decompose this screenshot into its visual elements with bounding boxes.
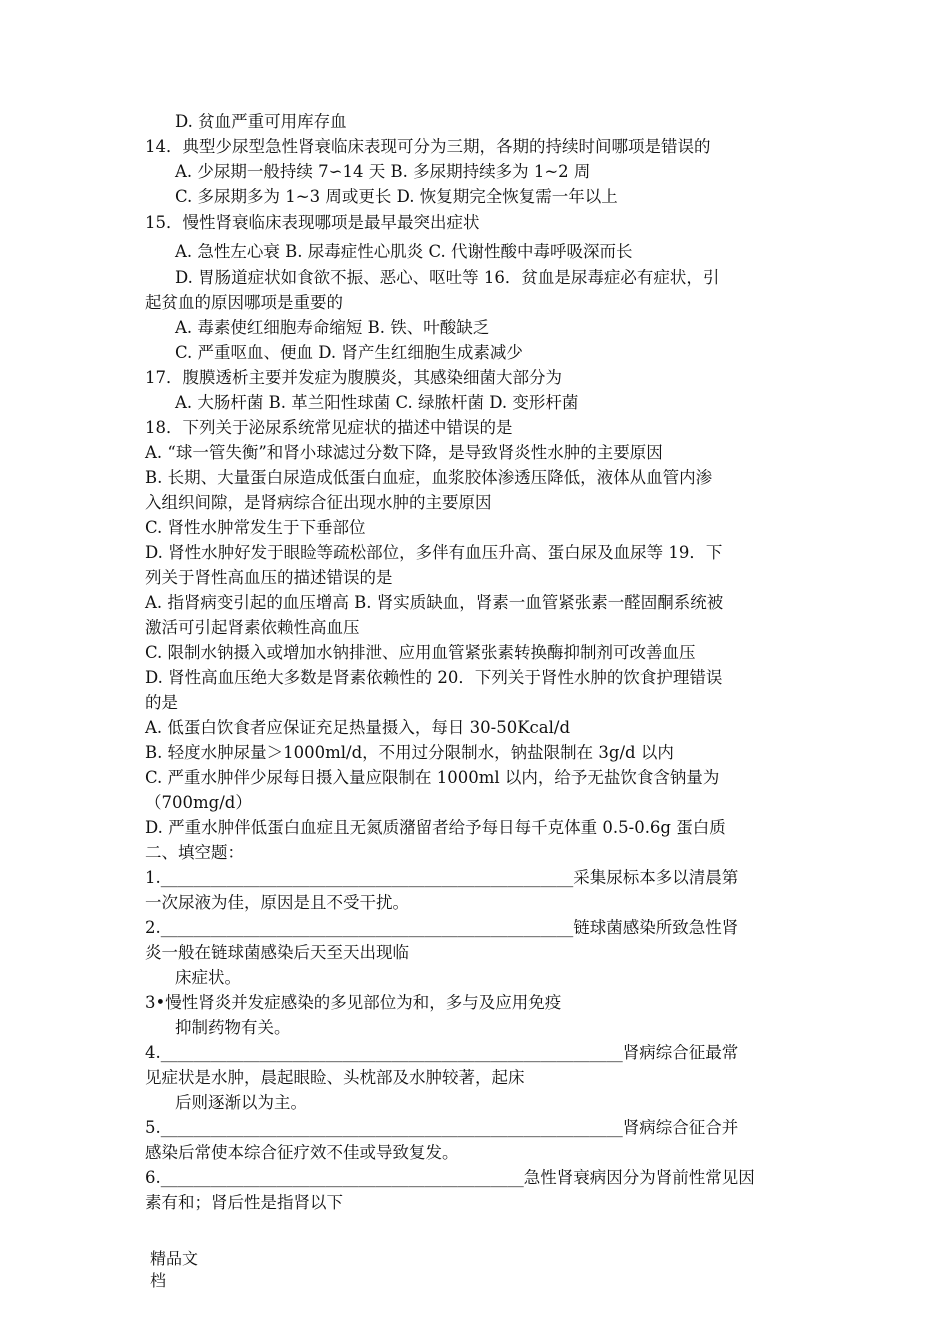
text-line: D. 肾性高血压绝大多数是肾素依赖性的 20．下列关于肾性水肿的饮食护理错误: [145, 668, 723, 687]
text-line: 后则逐渐以为主。: [175, 1093, 307, 1112]
fill-blank-5: 5.________________________________________________________肾病综合征合并: [145, 1118, 739, 1137]
text-line: C. 严重呕血、便血 D. 肾产生红细胞生成素减少: [175, 343, 523, 362]
text-line: A. 毒素使红细胞寿命缩短 B. 铁、叶酸缺乏: [175, 318, 490, 337]
text-line: A. “球一管失衡”和肾小球滤过分数下降，是导致肾炎性水肿的主要原因: [145, 443, 663, 462]
text-line: C. 严重水肿伴少尿每日摄入量应限制在 1000ml 以内，给予无盐饮食含钠量为: [145, 768, 720, 787]
text-line: 床症状。: [175, 968, 241, 987]
text-line: 素有和；肾后性是指肾以下: [145, 1193, 343, 1212]
footer-line: 精品文: [150, 1249, 199, 1268]
text-line: D. 肾性水肿好发于眼睑等疏松部位，多伴有血压升高、蛋白尿及血尿等 19．下: [145, 543, 723, 562]
text-line: B. 长期、大量蛋白尿造成低蛋白血症，血浆胶体渗透压降低，液体从血管内渗: [145, 468, 713, 487]
fill-blank-4: 4.________________________________________________________肾病综合征最常: [145, 1043, 739, 1062]
text-line: A. 少尿期一般持续 7∽14 天 B. 多尿期持续多为 1~2 周: [175, 162, 591, 181]
text-line: 的是: [145, 693, 178, 712]
text-line: （700mg/d）: [145, 793, 252, 812]
text-line: 入组织间隙，是肾病综合征出现水肿的主要原因: [145, 493, 492, 512]
fill-blank-6: 6.____________________________________________急性肾衰病因分为肾前性常见因: [145, 1168, 755, 1187]
question-15: 15．慢性肾衰临床表现哪项是最早最突出症状: [145, 213, 480, 232]
text-line: 列关于肾性高血压的描述错误的是: [145, 568, 393, 587]
question-17: 17．腹膜透析主要并发症为腹膜炎，其感染细菌大部分为: [145, 368, 562, 387]
text-line: A. 指肾病变引起的血压增高 B. 肾实质缺血，肾素一血管紧张素一醛固酮系统被: [145, 593, 724, 612]
text-line: A. 低蛋白饮食者应保证充足热量摄入，每日 30-50Kcal/d: [145, 718, 571, 737]
text-line: B. 轻度水肿尿量＞1000ml/d，不用过分限制水，钠盐限制在 3g/d 以内: [145, 743, 674, 762]
text-line: D. 胃肠道症状如食欲不振、恶心、呕吐等 16．贫血是尿毒症必有症状，引: [175, 268, 720, 287]
fill-blank-3: 3•慢性肾炎并发症感染的多见部位为和，多与及应用免疫: [145, 993, 562, 1012]
text-line: 起贫血的原因哪项是重要的: [145, 293, 343, 312]
text-line: A. 急性左心衰 B. 尿毒症性心肌炎 C. 代谢性酸中毒呼吸深而长: [175, 242, 633, 261]
text-line: 抑制药物有关。: [175, 1018, 291, 1037]
text-line: D. 贫血严重可用库存血: [175, 112, 347, 131]
text-line: 一次尿液为佳，原因是且不受干扰。: [145, 893, 409, 912]
fill-blank-1: 1.__________________________________________________采集尿标本多以清晨第: [145, 868, 739, 887]
text-line: C. 肾性水肿常发生于下垂部位: [145, 518, 366, 537]
text-line: 炎一般在链球菌感染后天至天出现临: [145, 943, 409, 962]
section-heading: 二、填空题：: [145, 843, 244, 862]
footer-line: 档: [150, 1271, 167, 1290]
fill-blank-2: 2.__________________________________________________链球菌感染所致急性肾: [145, 918, 739, 937]
question-14: 14．典型少尿型急性肾衰临床表现可分为三期，各期的持续时间哪项是错误的: [145, 137, 711, 156]
text-line: C. 多尿期多为 1~3 周或更长 D. 恢复期完全恢复需一年以上: [175, 187, 618, 206]
text-line: D. 严重水肿伴低蛋白血症且无氮质潴留者给予每日每千克体重 0.5-0.6g 蛋白质: [145, 818, 726, 837]
text-line: 激活可引起肾素依赖性高血压: [145, 618, 360, 637]
text-line: C. 限制水钠摄入或增加水钠排泄、应用血管紧张素转换酶抑制剂可改善血压: [145, 643, 696, 662]
text-line: 见症状是水肿，晨起眼睑、头枕部及水肿较著，起床: [145, 1068, 525, 1087]
question-18: 18．下列关于泌尿系统常见症状的描述中错误的是: [145, 418, 513, 437]
footer-watermark: [150, 1248, 198, 1292]
text-line: 感染后常使本综合征疗效不佳或导致复发。: [145, 1143, 459, 1162]
text-line: A. 大肠杆菌 B. 革兰阳性球菌 C. 绿脓杆菌 D. 变形杆菌: [175, 393, 579, 412]
